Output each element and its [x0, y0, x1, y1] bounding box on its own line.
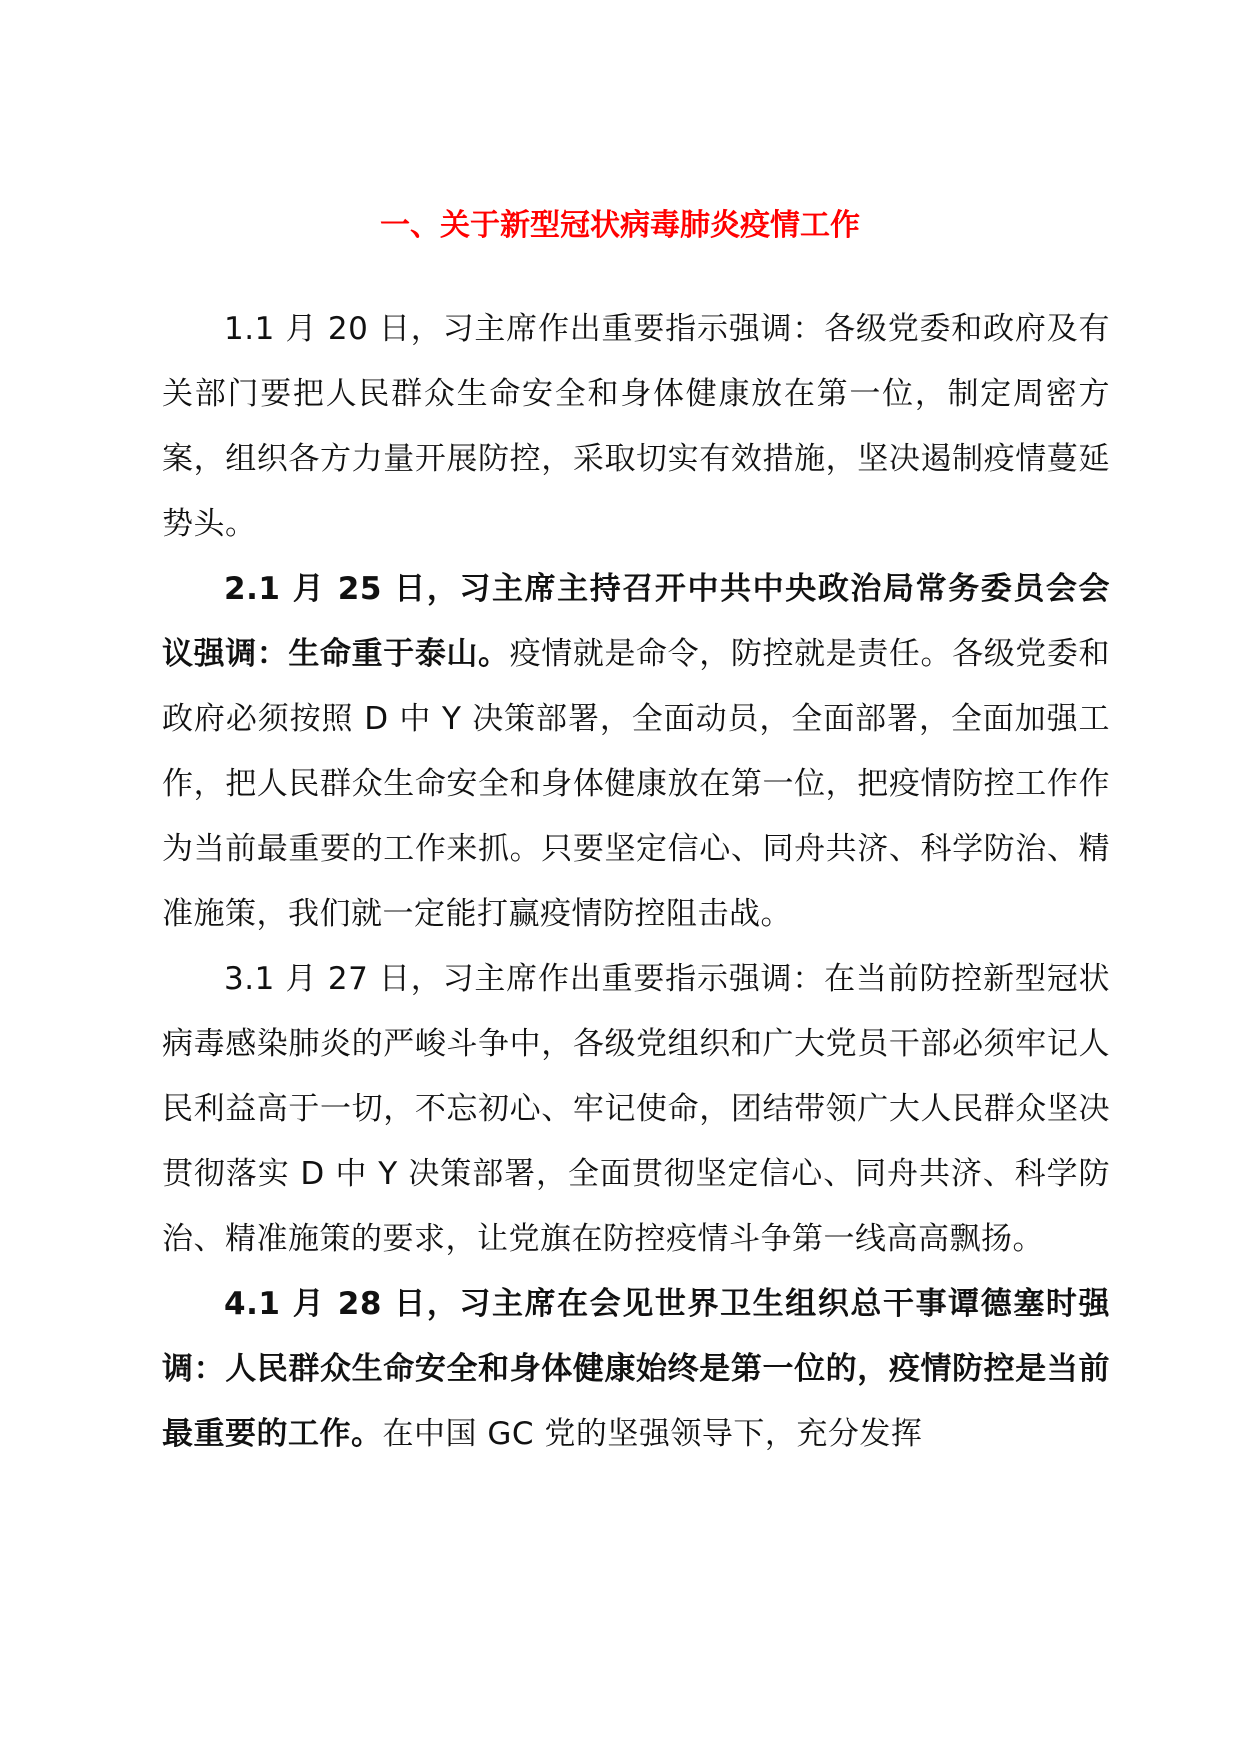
paragraph-2-lead: 2.1 月 25 日，习主席主持召开中共中央政治局常务委员会会议强调：生命重于泰山。	[162, 571, 1110, 672]
paragraph-1-text: 1.1 月 20 日，习主席作出重要指示强调：各级党委和政府及有关部门要把人民群众生命安全和身体健康放在第一位，制定周密方案，组织各方力量开展防控，采取切实有效措施，坚决遏制疫情蔓延势头。	[162, 311, 1110, 542]
paragraph-1	[162, 297, 1110, 557]
paragraph-3	[162, 947, 1110, 1272]
paragraph-2	[162, 557, 1110, 947]
paragraph-3-text: 3.1 月 27 日，习主席作出重要指示强调：在当前防控新型冠状病毒感染肺炎的严峻斗争中，各级党组织和广大党员干部必须牢记人民利益高于一切，不忘初心、牢记使命，团结带领广大人民群众坚决贯彻落实 D 中 Y 决策部署，全面贯彻坚定信心、同舟共济、科学防治、精准施策的要求，让党旗在防控疫情斗争第一线高高飘扬。	[162, 961, 1110, 1257]
paragraph-4-lead: 4.1 月 28 日，习主席在会见世界卫生组织总干事谭德塞时强调：人民群众生命安全和身体健康始终是第一位的，疫情防控是当前最重要的工作。	[162, 1286, 1110, 1452]
document-body	[162, 297, 1110, 1467]
paragraph-4-text: 在中国 GC 党的坚强领导下，充分发挥	[382, 1416, 923, 1452]
section-heading: 一、关于新型冠状病毒肺炎疫情工作	[380, 208, 860, 243]
paragraph-4	[162, 1272, 1110, 1467]
paragraph-2-text: 疫情就是命令，防控就是责任。各级党委和政府必须按照 D 中 Y 决策部署，全面动员，全面部署，全面加强工作，把人民群众生命安全和身体健康放在第一位，把疫情防控工作作为当前最重要的工作来抓。只要坚定信心、同舟共济、科学防治、精准施策，我们就一定能打赢疫情防控阻击战。	[162, 636, 1111, 932]
